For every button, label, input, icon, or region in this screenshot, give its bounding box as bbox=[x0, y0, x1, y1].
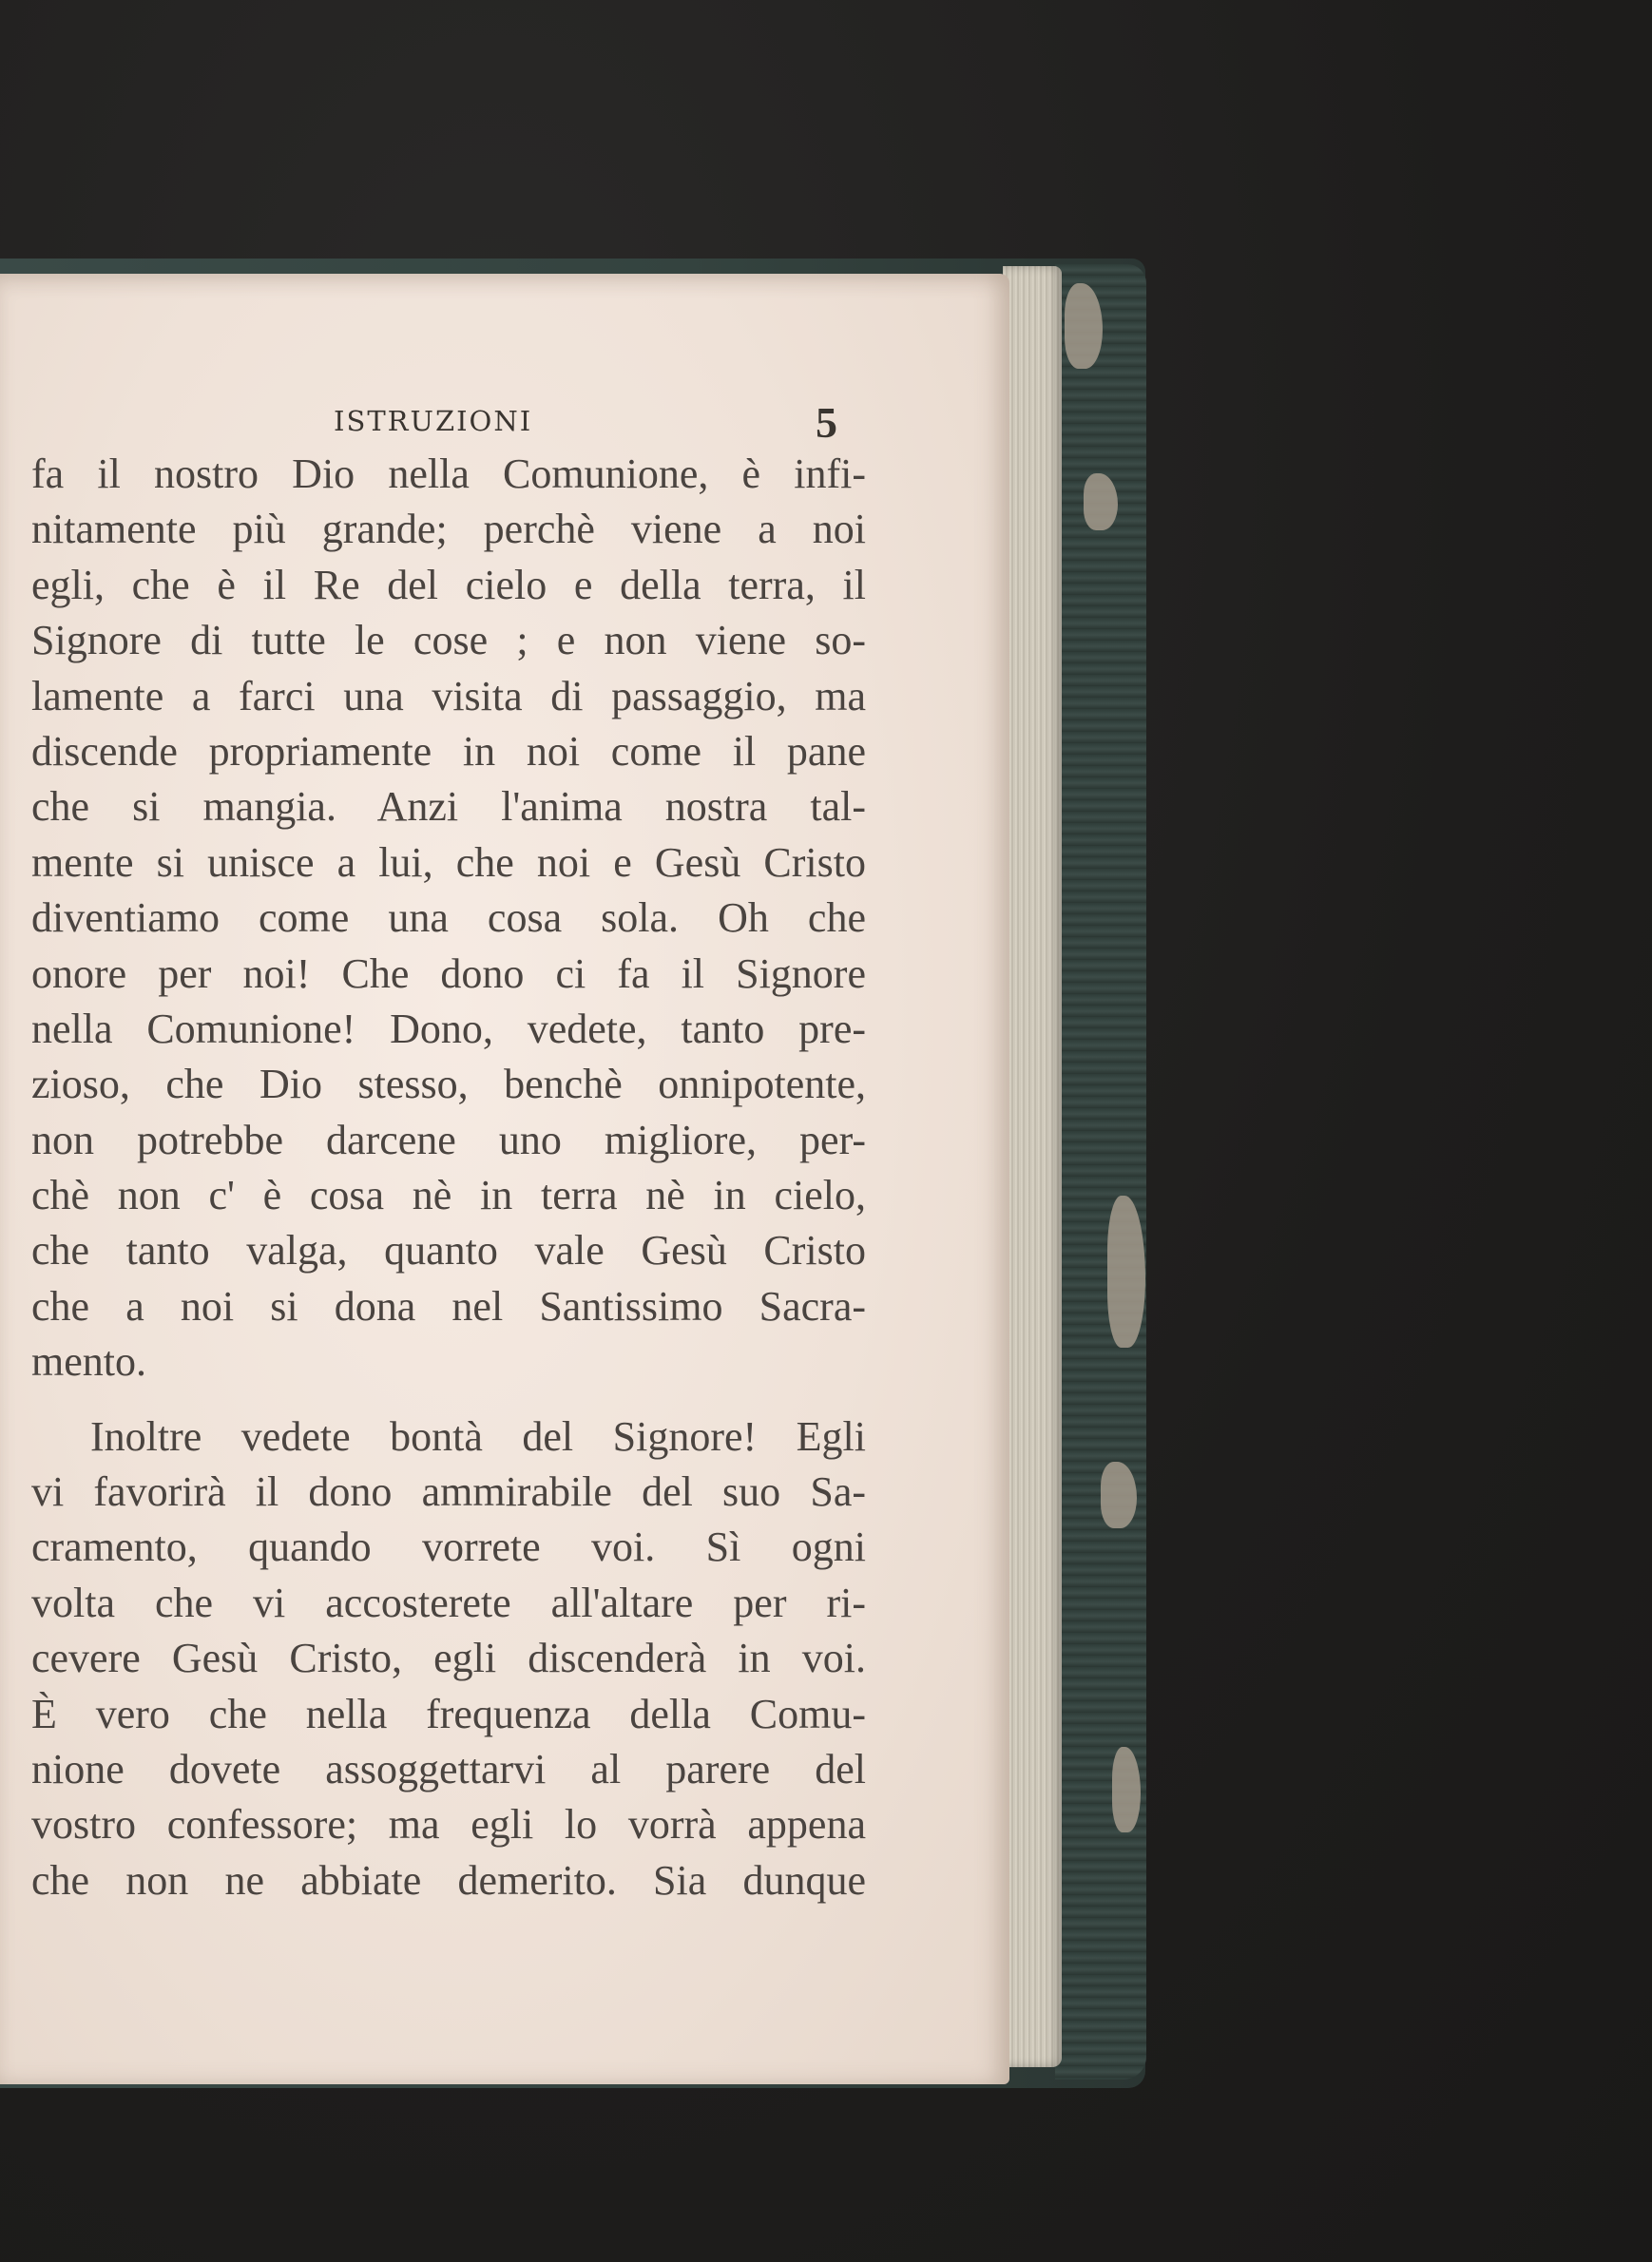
cover-wear-mark bbox=[1112, 1747, 1141, 1832]
text-line: che si mangia. Anzi l'anima nostra tal- bbox=[31, 783, 866, 831]
text-line: zioso, che Dio stesso, benchè onnipotente, bbox=[31, 1061, 866, 1108]
text-line: nella Comunione! Dono, vedete, tanto pre- bbox=[31, 1005, 866, 1052]
text-line: fa il nostro Dio nella Comunione, è infi- bbox=[31, 450, 866, 497]
text-line: nitamente più grande; perchè viene a noi bbox=[31, 506, 866, 553]
cover-wear-mark bbox=[1107, 1196, 1145, 1348]
text-line: vostro confessore; ma egli lo vorrà appena bbox=[31, 1801, 866, 1849]
text-line: cevere Gesù Cristo, egli discenderà in voi. bbox=[31, 1635, 866, 1682]
text-line: mente si unisce a lui, che noi e Gesù Cristo bbox=[31, 838, 866, 886]
text-line: egli, che è il Re del cielo e della terra, il bbox=[31, 561, 866, 608]
paragraph bbox=[31, 1409, 866, 1909]
paragraph bbox=[31, 447, 866, 1390]
text-line: che tanto valga, quanto vale Gesù Cristo bbox=[31, 1227, 866, 1275]
text-line: È vero che nella frequenza della Comu- bbox=[31, 1690, 866, 1737]
cover-wear-mark bbox=[1065, 283, 1103, 369]
text-line: volta che vi accosterete all'altare per ri- bbox=[31, 1579, 866, 1626]
text-line: Inoltre vedete bontà del Signore! Egli bbox=[90, 1412, 866, 1460]
cover-wear-mark bbox=[1101, 1462, 1137, 1528]
text-line: discende propriamente in noi come il pane bbox=[31, 727, 866, 775]
text-line: mento. bbox=[31, 1338, 146, 1386]
body-text bbox=[31, 447, 866, 1908]
paragraph-gap bbox=[31, 1390, 866, 1409]
page-edges bbox=[1003, 266, 1062, 2067]
running-head bbox=[334, 397, 837, 447]
text-line: chè non c' è cosa nè in terra nè in cielo, bbox=[31, 1172, 866, 1219]
text-line: vi favorirà il dono ammirabile del suo Sa- bbox=[31, 1468, 866, 1516]
text-line: che non ne abbiate demerito. Sia dunque bbox=[31, 1856, 866, 1904]
running-title: ISTRUZIONI bbox=[334, 405, 533, 437]
text-line: cramento, quando vorrete voi. Sì ogni bbox=[31, 1524, 866, 1571]
text-line: nione dovete assoggettarvi al parere del bbox=[31, 1745, 866, 1792]
cover-wear-mark bbox=[1084, 473, 1118, 530]
text-line: che a noi si dona nel Santissimo Sacra- bbox=[31, 1282, 866, 1330]
text-line: lamente a farci una visita di passaggio, ma bbox=[31, 672, 866, 719]
text-line: onore per noi! Che dono ci fa il Signore bbox=[31, 949, 866, 997]
page-number: 5 bbox=[816, 398, 837, 447]
text-line: non potrebbe darcene uno migliore, per- bbox=[31, 1116, 866, 1163]
cover-spine-edge bbox=[1055, 264, 1146, 2080]
text-line: Signore di tutte le cose ; e non viene so- bbox=[31, 617, 866, 664]
text-line: diventiamo come una cosa sola. Oh che bbox=[31, 894, 866, 942]
